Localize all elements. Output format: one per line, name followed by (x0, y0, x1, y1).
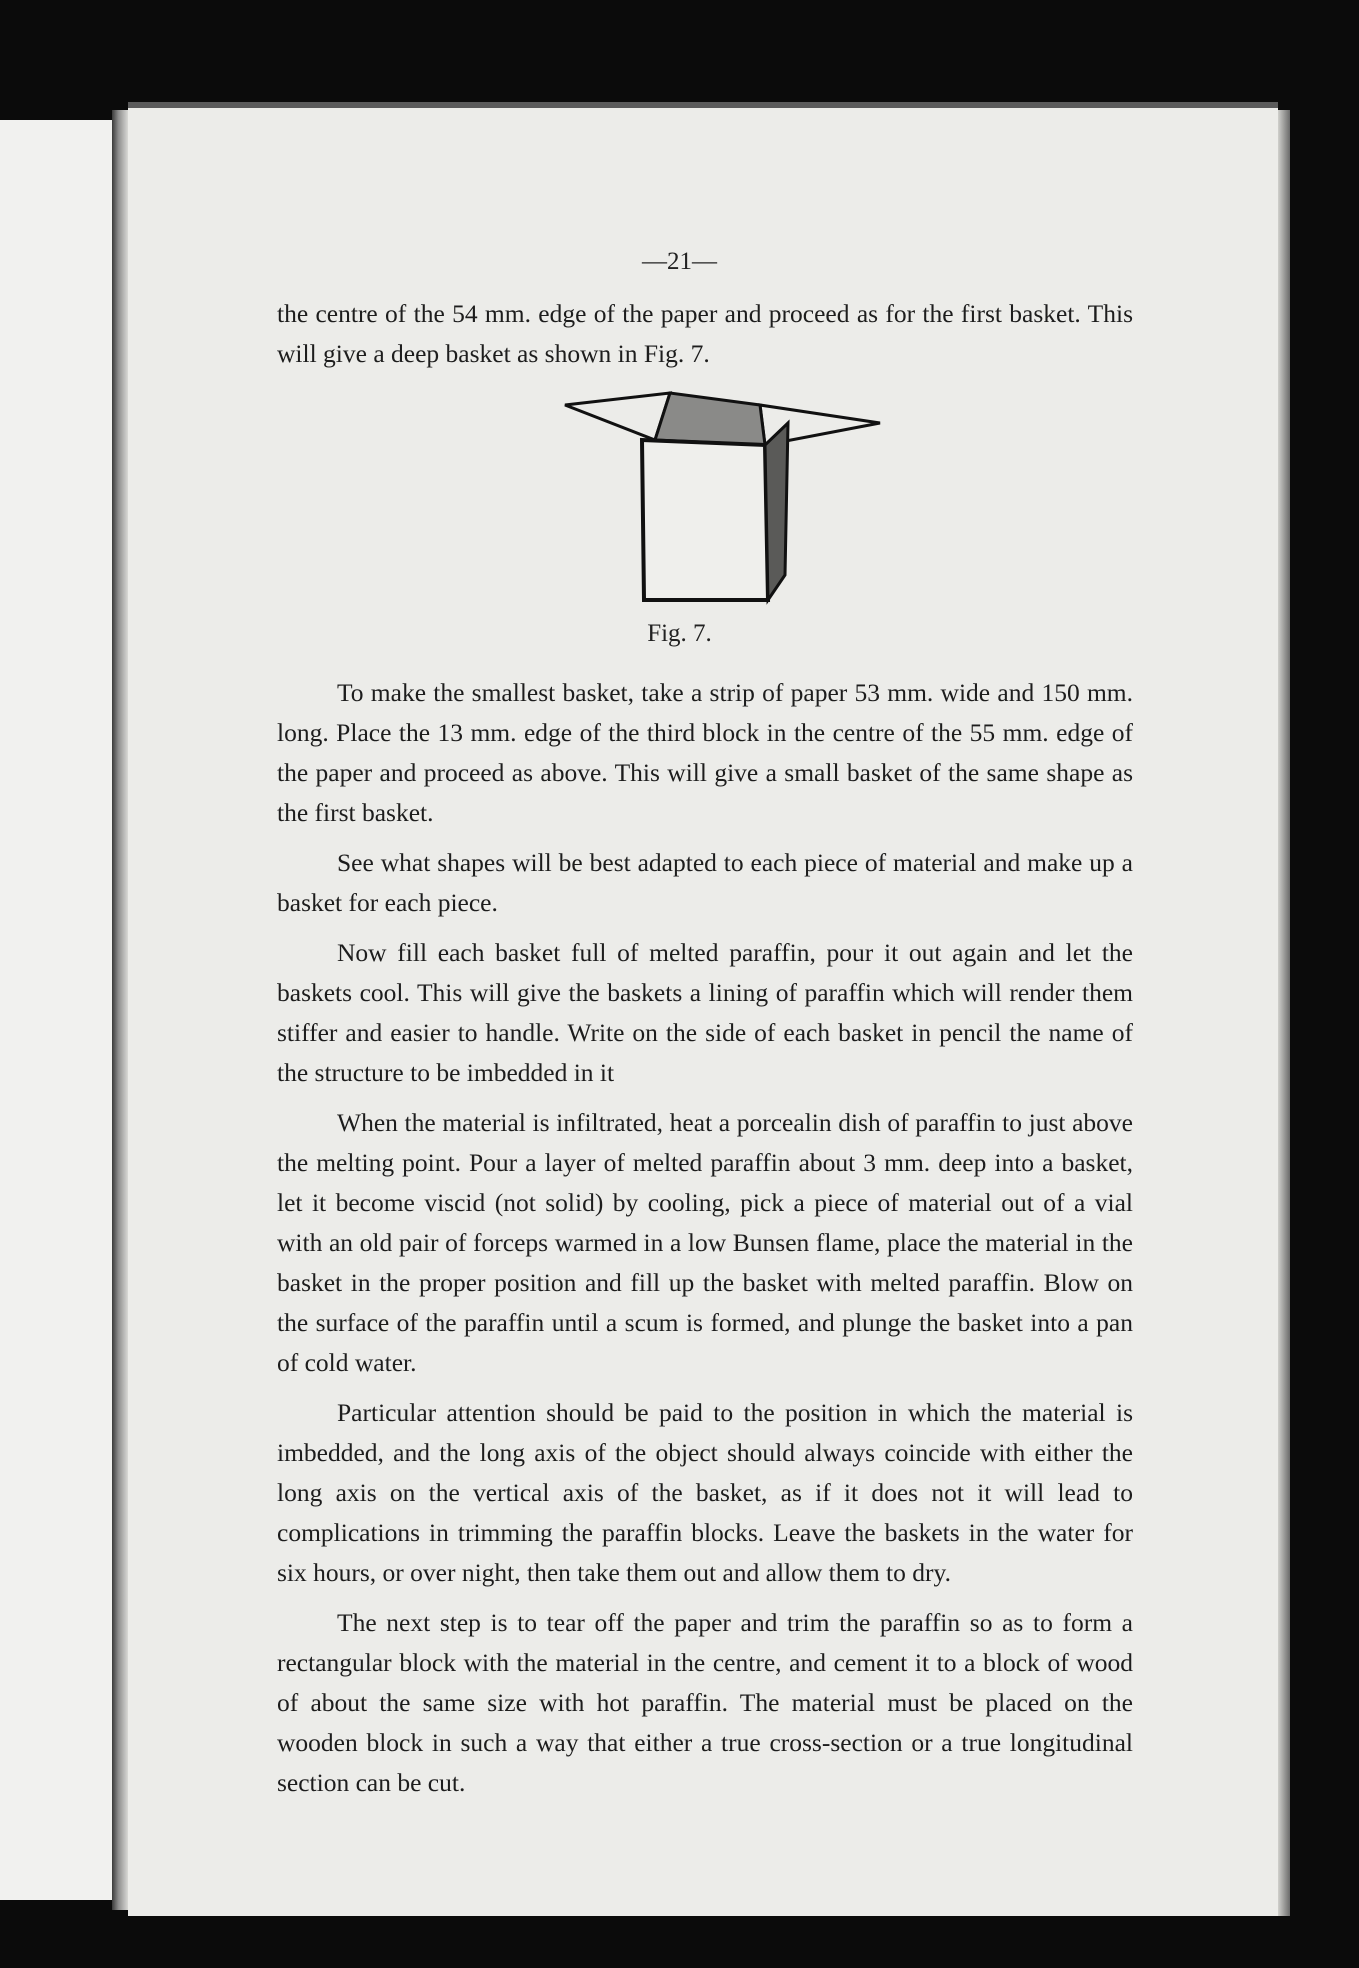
continuation-paragraph (277, 294, 1133, 374)
figure-caption: Fig. 7. (647, 620, 712, 647)
basket-opening (655, 393, 765, 445)
paragraph: See what shapes will be best adapted to each piece of material and make up a basket for each piece. (277, 848, 1133, 917)
basket-figure (560, 385, 890, 615)
paragraph: To make the smallest basket, take a strip of paper 53 mm. wide and 150 mm. long. Place the 13 mm. edge of the third block in the centre of the 55 mm. edge of the paper and proceed as above. This will give a small basket of the same shape as the first basket. (277, 678, 1133, 827)
paragraph: Now fill each basket full of melted paraffin, pour it out again and let the baskets cool. This will give the baskets a lining of paraffin which will render them stiffer and easier to handle. Write on the side of each basket in pencil the name of the structure to be imbedded in it (277, 938, 1133, 1087)
body-text (277, 663, 1133, 1803)
book-gutter (112, 110, 128, 1910)
left-page-margin (0, 120, 112, 1900)
paragraph: When the material is infiltrated, heat a porcealin dish of paraffin to just above the melting point. Pour a layer of melted paraffin about 3 mm. deep into a basket, let it become viscid (not solid) by cooling, pick a piece of material out of a vial with an old pair of forceps warmed in a low Bunsen flame, place the material in the basket in the proper position and fill up the basket with melted paraffin. Blow on the surface of the paraffin until a scum is formed, and plunge the basket into a pan of cold water. (277, 1108, 1133, 1377)
paragraph: Particular attention should be paid to the position in which the material is imbedded, and the long axis of the object should always coincide with either the long axis on the vertical axis of the basket, as if it does not it will lead to complications in trimming the paraffin blocks. Leave the baskets in the water for six hours, or over night, then take them out and allow them to dry. (277, 1398, 1133, 1587)
basket-front-face (642, 440, 768, 600)
paragraph: The next step is to tear off the paper and trim the paraffin so as to form a rectangular block with the material in the centre, and cement it to a block of wood of about the same size with hot paraffin. The material must be placed on the wooden block in such a way that either a true cross-section or a true longitudinal section can be cut. (277, 1608, 1133, 1797)
basket-side-face (765, 423, 788, 600)
continuation-text: the centre of the 54 mm. edge of the paper and proceed as for the first basket. This will give a deep basket as shown in Fig. 7. (277, 299, 1133, 368)
page-number: —21— (642, 248, 717, 275)
basket-flap-left (565, 393, 670, 440)
page-right-edge (1278, 110, 1290, 1916)
